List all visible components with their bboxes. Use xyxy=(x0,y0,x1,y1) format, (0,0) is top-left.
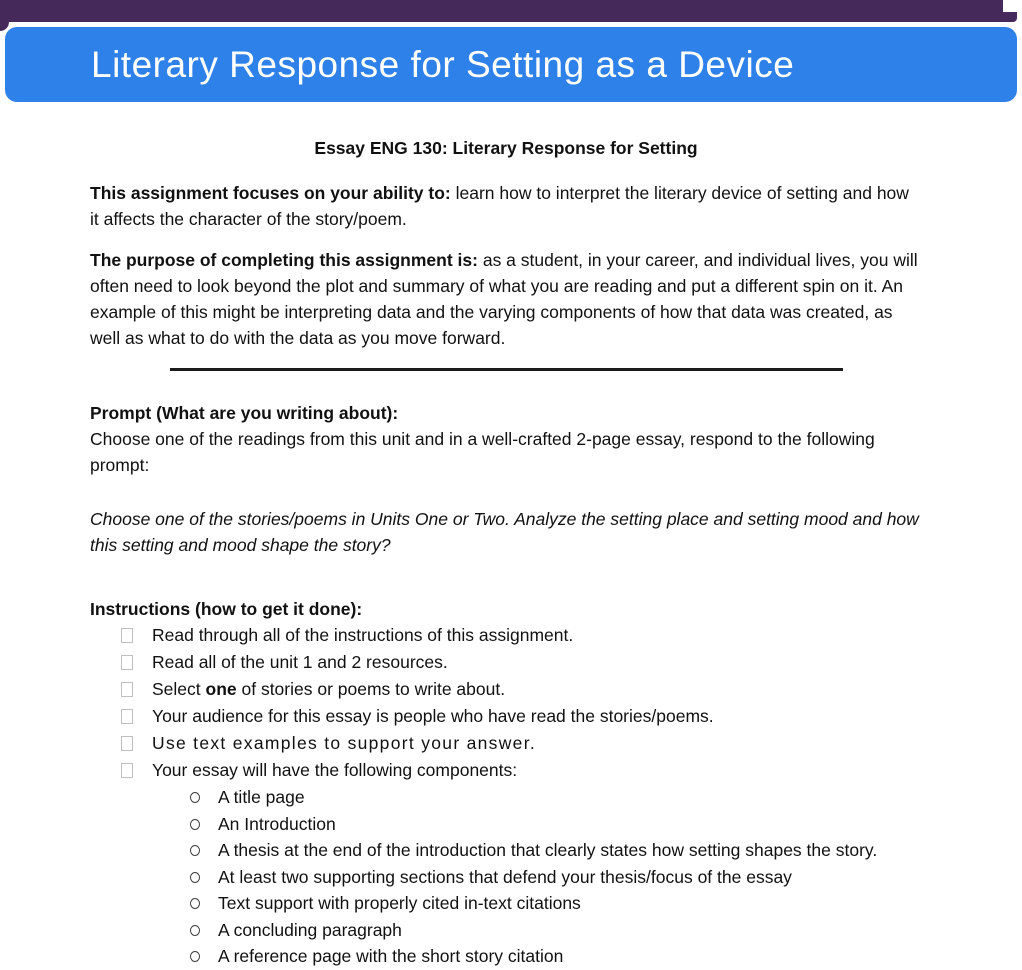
paragraph-ability-label: This assignment focuses on your ability to: xyxy=(90,183,451,203)
paragraph-purpose-text: as a student, in your career, and individual lives, you will often need to look beyond the plot and summary of what you are reading and put a different spin on it. An example of this might be interpreting data and the varying components of how that data was created, as well as what to do with the data as you move forward. xyxy=(90,250,918,348)
square-bullet-icon xyxy=(121,763,133,778)
page-banner xyxy=(5,27,1017,102)
document-heading: Essay ENG 130: Literary Response for Setting xyxy=(314,138,698,158)
prompt-heading: Prompt (What are you writing about): xyxy=(90,403,399,423)
list-item xyxy=(90,757,922,783)
list-item-text: Your essay will have the following components: xyxy=(152,760,518,780)
instructions-list xyxy=(90,622,922,783)
square-bullet-icon xyxy=(121,736,133,751)
components-list xyxy=(90,784,922,970)
list-item xyxy=(90,784,922,811)
list-item xyxy=(90,943,922,970)
paragraph-ability-text: learn how to interpret the literary device of setting and how it affects the character of the story/poem. xyxy=(90,183,909,229)
list-item xyxy=(90,890,922,917)
list-item-text: Your audience for this essay is people who have read the stories/poems. xyxy=(152,706,714,726)
list-item-text: Read all of the unit 1 and 2 resources. xyxy=(152,652,448,672)
circle-bullet-icon xyxy=(190,792,200,803)
circle-bullet-icon xyxy=(190,845,200,856)
square-bullet-icon xyxy=(121,655,133,670)
list-item-text-bold: one xyxy=(205,679,237,699)
document-body xyxy=(0,102,1022,970)
top-bar-left-tab xyxy=(0,0,9,31)
circle-bullet-icon xyxy=(190,898,200,909)
list-item-text: Read through all of the instructions of this assignment. xyxy=(152,625,574,645)
toolbar-fragment xyxy=(1002,0,1017,13)
list-item xyxy=(90,917,922,944)
instructions-heading: Instructions (how to get it done): xyxy=(90,599,363,619)
list-item-text-suffix: of stories or poems to write about. xyxy=(236,679,506,699)
list-item-text-prefix: Select xyxy=(152,679,206,699)
prompt-section xyxy=(90,400,922,478)
circle-bullet-icon xyxy=(190,925,200,936)
list-item-text: A reference page with the short story citation xyxy=(218,946,564,966)
circle-bullet-icon xyxy=(190,872,200,883)
list-item-text: An Introduction xyxy=(218,813,336,834)
top-app-bar xyxy=(0,0,1017,22)
page-title: Literary Response for Setting as a Device xyxy=(91,43,795,85)
paragraph-purpose xyxy=(90,247,922,351)
list-item-text: A title page xyxy=(218,787,305,807)
list-item xyxy=(90,622,922,648)
list-item-text: A concluding paragraph xyxy=(218,919,402,940)
list-item xyxy=(90,676,922,702)
list-item-text: A thesis at the end of the introduction that clearly states how setting shapes the story. xyxy=(218,840,878,860)
list-item-text: Text support with properly cited in-text citations xyxy=(218,893,581,913)
prompt-body: Choose one of the readings from this unit and in a well-crafted 2-page essay, respond to the following prompt: xyxy=(90,429,875,475)
list-item-text xyxy=(152,676,505,702)
square-bullet-icon xyxy=(121,682,133,697)
list-item-text: Use text examples to support your answer. xyxy=(152,733,537,753)
list-item xyxy=(90,864,922,891)
list-item xyxy=(90,837,922,864)
list-item xyxy=(90,730,922,756)
circle-bullet-icon xyxy=(190,951,200,962)
horizontal-rule xyxy=(170,368,843,371)
circle-bullet-icon xyxy=(190,819,200,830)
list-item xyxy=(90,649,922,675)
prompt-question: Choose one of the stories/poems in Units One or Two. Analyze the setting place and setting mood and how this setting and mood shape the story? xyxy=(90,509,919,555)
list-item xyxy=(90,703,922,729)
paragraph-purpose-label: The purpose of completing this assignment is: xyxy=(90,250,478,270)
square-bullet-icon xyxy=(121,709,133,724)
paragraph-ability xyxy=(90,180,922,232)
list-item-text: At least two supporting sections that defend your thesis/focus of the essay xyxy=(218,866,792,887)
square-bullet-icon xyxy=(121,628,133,643)
list-item xyxy=(90,811,922,838)
